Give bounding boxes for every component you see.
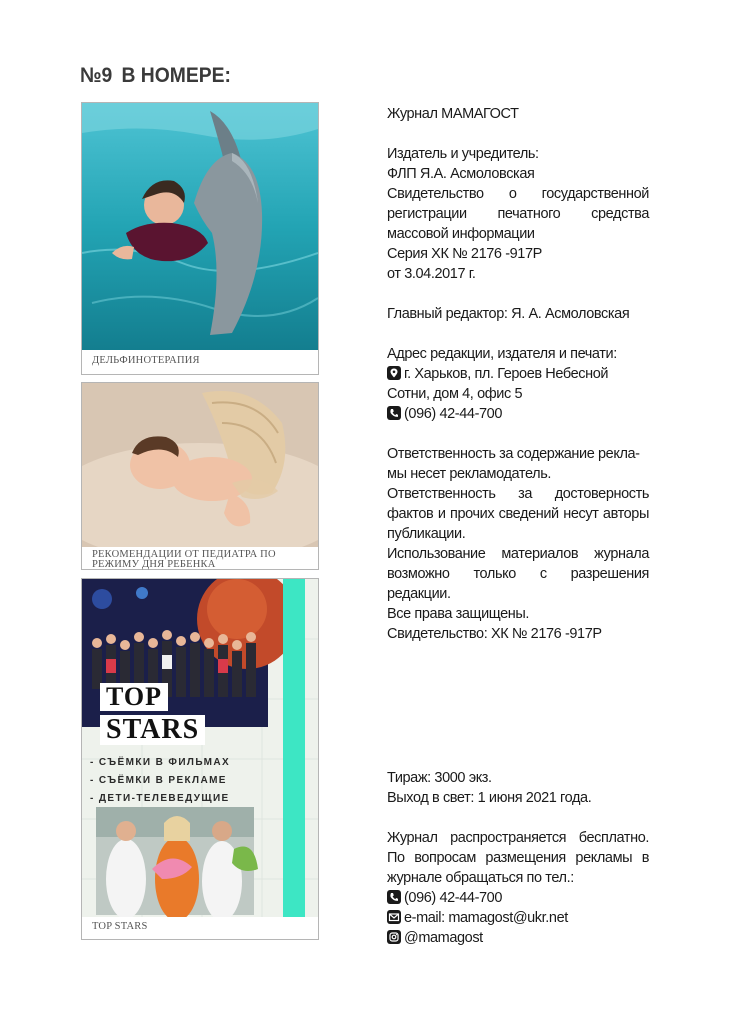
- address-line1: г. Харьков, пл. Героев Небесной: [404, 366, 609, 382]
- phone-icon: [387, 406, 401, 420]
- article-card-dolphin[interactable]: [81, 102, 319, 375]
- phone-line: [387, 404, 649, 424]
- registration-date: от 3.04.2017 г.: [387, 266, 476, 282]
- promo-bullet: - СЪЁМКИ В ФИЛЬМАХ: [90, 757, 231, 768]
- facts-responsibility: Ответственность за достоверность фактов и прочих сведений несут авторы публикации.: [387, 486, 649, 542]
- rights-notice: Все права защищены.: [387, 606, 530, 622]
- page-heading: [80, 64, 231, 88]
- phone-number-2[interactable]: (096) 42-44-700: [404, 890, 502, 906]
- card-caption: ДЕЛЬФИНОТЕРАПИЯ: [92, 355, 200, 366]
- registration-text: Свидетельство о государственной регистрации печатного средства массовой информации: [387, 186, 649, 242]
- card-caption: TOP STARS: [92, 921, 148, 932]
- dolphin-photo: [82, 103, 318, 350]
- newborn-photo: [82, 383, 318, 547]
- promo-bullet: - СЪЁМКИ В РЕКЛАМЕ: [90, 775, 227, 786]
- imprint-block: [387, 104, 649, 644]
- address-label: Адрес редакции, издателя и печати:: [387, 346, 617, 362]
- promo-bullet: - ДЕТИ-ТЕЛЕВЕДУЩИЕ: [90, 793, 230, 804]
- location-pin-icon: [387, 366, 401, 380]
- article-card-newborn[interactable]: [81, 382, 319, 570]
- instagram-handle[interactable]: @mamagost: [404, 930, 483, 946]
- certificate-short: Свидетельство: ХК № 2176 -917Р: [387, 626, 602, 642]
- address-line: [387, 364, 649, 384]
- usage-notice: Использование материалов журнала возможно только с разрешения редакции.: [387, 546, 649, 602]
- instagram-icon: [387, 930, 401, 944]
- brand-stars: STARS: [100, 715, 205, 745]
- email-line: [387, 908, 649, 928]
- publisher-name: ФЛП Я.А. Асмоловская: [387, 166, 535, 182]
- article-card-top-stars[interactable]: [81, 578, 319, 940]
- registration-series: Серия ХК № 2176 -917Р: [387, 246, 542, 262]
- address-line2: Сотни, дом 4, офис 5: [387, 386, 523, 402]
- publisher-label: Издатель и учредитель:: [387, 146, 539, 162]
- heading-title: В НОМЕРЕ:: [121, 64, 231, 87]
- distribution-notice: Журнал распространяется бесплатно. По вопросам размещения рекламы в журнале обращаться по тел.:: [387, 830, 649, 886]
- issue-info-block: [387, 768, 649, 948]
- circulation: Тираж: 3000 экз.: [387, 770, 492, 786]
- brand-top: TOP: [100, 683, 168, 711]
- email-address[interactable]: e-mail: mamagost@ukr.net: [404, 910, 568, 926]
- phone-line-2: [387, 888, 649, 908]
- phone-number[interactable]: (096) 42-44-700: [404, 406, 502, 422]
- release-date: Выход в свет: 1 июня 2021 года.: [387, 790, 592, 806]
- card-caption: РЕКОМЕНДАЦИИ ОТ ПЕДИАТРА ПО РЕЖИМУ ДНЯ РЕБЕНКА: [92, 549, 276, 570]
- phone-icon: [387, 890, 401, 904]
- top-stars-promo: [82, 579, 318, 917]
- chief-editor: Главный редактор: Я. А. Асмоловская: [387, 306, 630, 322]
- issue-number: №9: [80, 64, 113, 87]
- email-icon: [387, 910, 401, 924]
- ads-responsibility-2: мы несет рекламодатель.: [387, 466, 551, 482]
- magazine-name: Журнал МАМАГОСТ: [387, 106, 519, 122]
- ads-responsibility-1: Ответственность за содержание рекла-: [387, 446, 640, 462]
- instagram-line: [387, 928, 649, 948]
